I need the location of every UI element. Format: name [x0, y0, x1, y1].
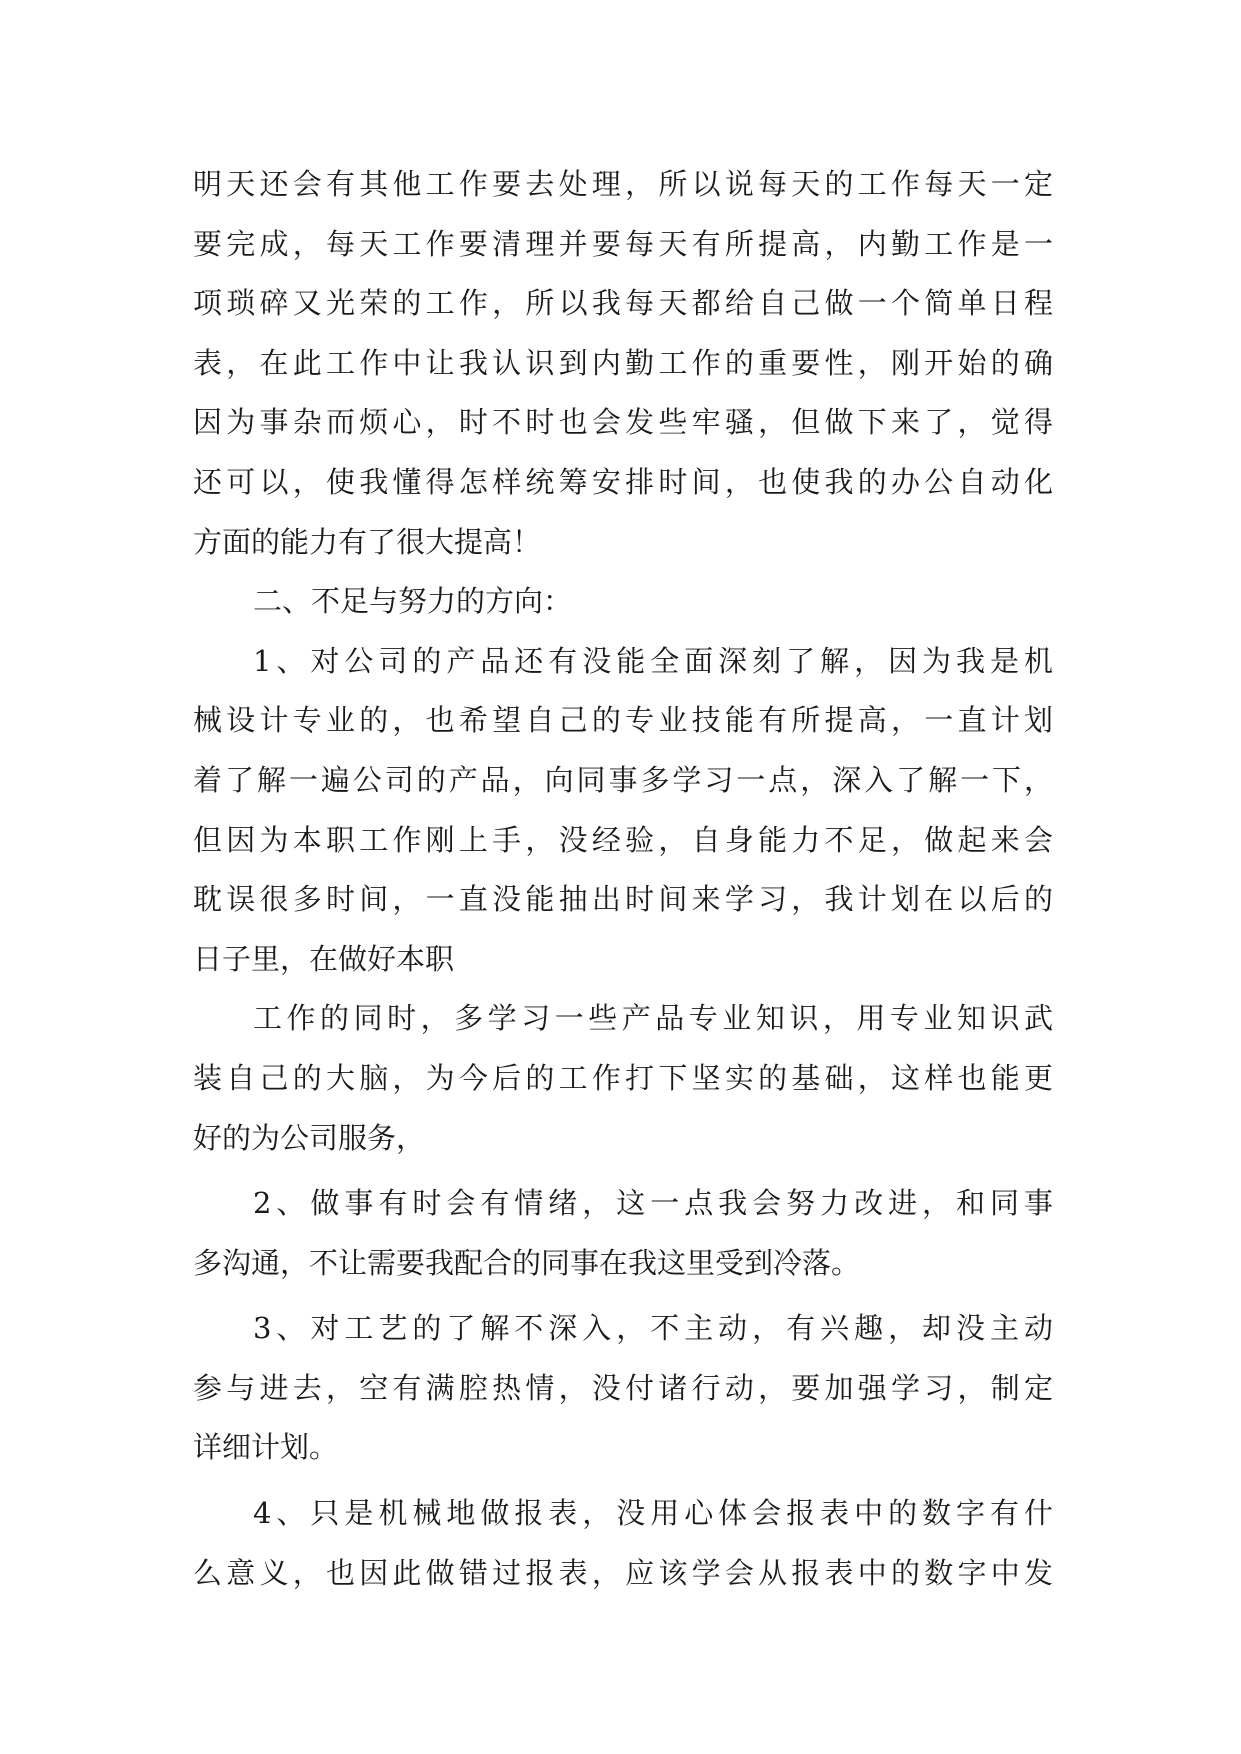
text-line: 么意义，也因此做错过报表，应该学会从报表中的数字中发 [193, 1555, 1053, 1590]
list-item-3-line: 3、对工艺的了解不深入，不主动，有兴趣，却没主动 [253, 1311, 1053, 1346]
text-line: 详细计划。 [193, 1430, 339, 1465]
text-line: 日子里，在做好本职 [193, 941, 455, 976]
list-item-4-line: 4、只是机械地做报表，没用心体会报表中的数字有什 [253, 1496, 1053, 1531]
text-line: 方面的能力有了很大提高！ [193, 524, 542, 559]
text-line: 装自己的大脑，为今后的工作打下坚实的基础，这样也能更 [193, 1060, 1053, 1095]
text-line: 参与进去，空有满腔热情，没付诸行动，要加强学习，制定 [193, 1370, 1053, 1405]
text-line: 项琐碎又光荣的工作，所以我每天都给自己做一个简单日程 [193, 286, 1053, 321]
text-line: 因为事杂而烦心，时不时也会发些牢骚，但做下来了，觉得 [193, 405, 1053, 440]
text-line: 明天还会有其他工作要去处理，所以说每天的工作每天一定 [193, 167, 1053, 201]
text-line: 表，在此工作中让我认识到内勤工作的重要性，刚开始的确 [193, 345, 1053, 380]
text-line: 工作的同时，多学习一些产品专业知识，用专业知识武 [253, 1001, 1053, 1036]
list-item-1-line: 1、对公司的产品还有没能全面深刻了解，因为我是机 [253, 643, 1053, 678]
text-line: 还可以，使我懂得怎样统筹安排时间，也使我的办公自动化 [193, 464, 1053, 499]
text-line: 要完成，每天工作要清理并要每天有所提高，内勤工作是一 [193, 226, 1053, 261]
section-heading: 二、不足与努力的方向： [253, 584, 573, 619]
text-line: 好的为公司服务， [193, 1120, 426, 1155]
text-line: 但因为本职工作刚上手，没经验，自身能力不足，做起来会 [193, 822, 1053, 857]
text-line: 多沟通，不让需要我配合的同事在我这里受到冷落。 [193, 1245, 861, 1280]
document-body [193, 155, 1053, 1603]
text-line: 着了解一遍公司的产品，向同事多学习一点，深入了解一下， [193, 762, 1053, 797]
text-line: 械设计专业的，也希望自己的专业技能有所提高，一直计划 [193, 703, 1053, 738]
text-line: 耽误很多时间，一直没能抽出时间来学习，我计划在以后的 [193, 882, 1053, 917]
list-item-2-line: 2、做事有时会有情绪，这一点我会努力改进，和同事 [253, 1186, 1053, 1221]
